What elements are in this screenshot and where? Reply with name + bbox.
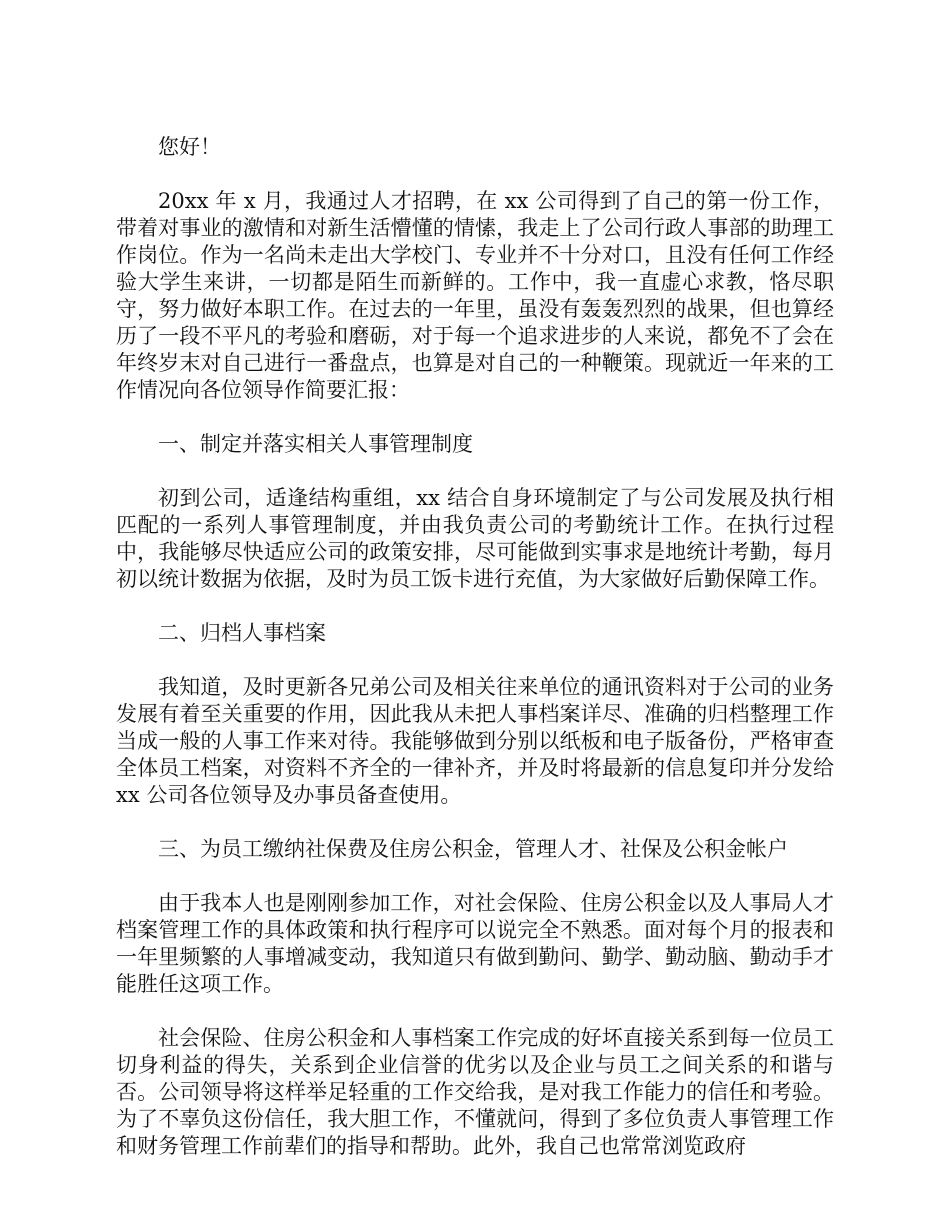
section-3-paragraph-1: 由于我本人也是刚刚参加工作，对社会保险、住房公积金以及人事局人才档案管理工作的具体政策和执行程序可以说完全不熟悉。面对每个月的报表和一年里频繁的人事增减变动，我知道只有做到勤问、勤学、勤动脑、勤动手才能胜任这项工作。 [116,891,834,996]
section-3-heading: 三、为员工缴纳社保费及住房公积金，管理人才、社保及公积金帐户 [158,837,788,861]
intro-paragraph: 20xx 年 x 月，我通过人才招聘，在 xx 公司得到了自己的第一份工作，带着对事业的激情和对新生活懵懂的情愫，我走上了公司行政人事部的助理工作岗位。作为一名尚未走出大学校门、专业并不十分对口，且没有任何工作经验大学生来讲，一切都是陌生而新鲜的。工作中，我一直虚心求教，恪尽职守，努力做好本职工作。在过去的一年里，虽没有轰轰烈烈的战果，但也算经历了一段不平凡的考验和磨砺，对于每一个追求进步的人来说，都免不了会在年终岁末对自己进行一番盘点，也算是对自己的一种鞭策。现就近一年来的工作情况向各位领导作简要汇报： [116,189,834,402]
document-page [116,134,834,1187]
section-2-heading: 二、归档人事档案 [158,621,326,645]
section-3-paragraph-2: 社会保险、住房公积金和人事档案工作完成的好坏直接关系到每一位员工切身利益的得失，关系到企业信誉的优劣以及企业与员工之间关系的和谐与否。公司领导将这样举足轻重的工作交给我，是对我工作能力的信任和考验。为了不辜负这份信任，我大胆工作，不懂就问，得到了多位负责人事管理工作和财务管理工作前辈们的指导和帮助。此外，我自己也常常浏览政府 [116,1026,834,1158]
greeting: 您好！ [158,135,221,159]
section-1-paragraph: 初到公司，适逢结构重组，xx 结合自身环境制定了与公司发展及执行相匹配的一系列人事管理制度，并由我负责公司的考勤统计工作。在执行过程中，我能够尽快适应公司的政策安排，尽可能做到实事求是地统计考勤，每月初以统计数据为依据，及时为员工饭卡进行充值，为大家做好后勤保障工作。 [116,486,834,591]
section-2-paragraph: 我知道，及时更新各兄弟公司及相关往来单位的通讯资料对于公司的业务发展有着至关重要的作用，因此我从未把人事档案详尽、准确的归档整理工作当成一般的人事工作来对待。我能够做到分别以纸板和电子版备份，严格审查全体员工档案，对资料不齐全的一律补齐，并及时将最新的信息复印并分发给 xx 公司各位领导及办事员备查使用。 [116,675,834,807]
section-1-heading: 一、制定并落实相关人事管理制度 [158,432,473,456]
